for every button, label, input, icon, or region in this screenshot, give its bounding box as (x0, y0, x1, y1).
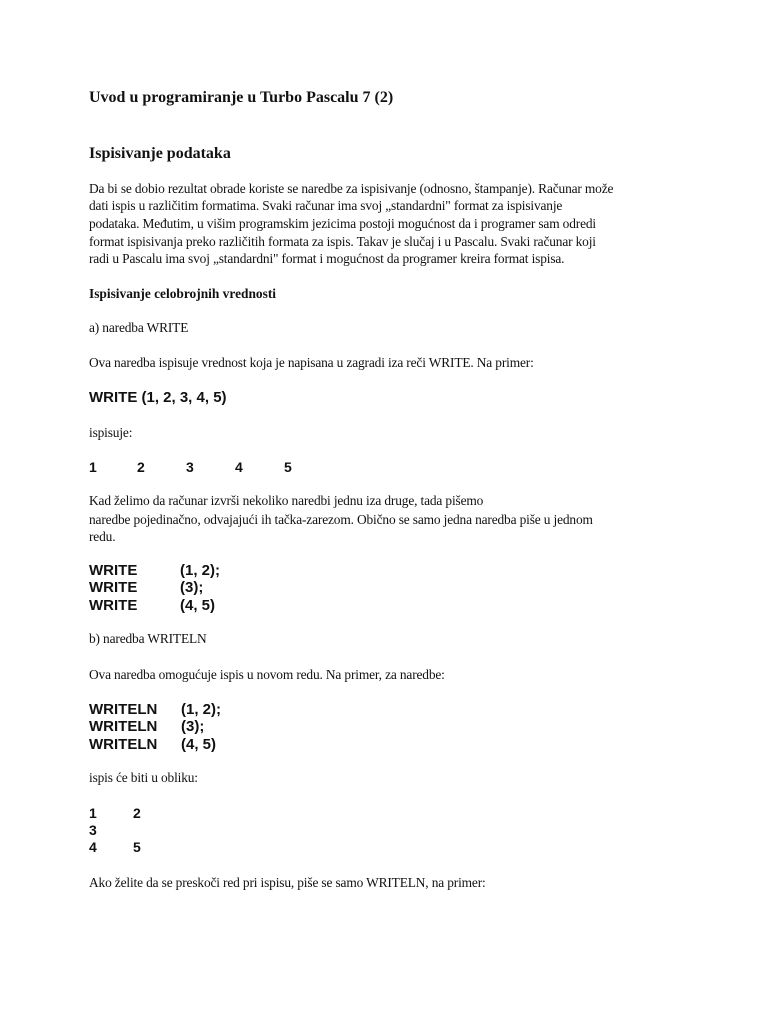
statement-args: (1, 2); (181, 701, 222, 718)
skip-line-text: Ako želite da se preskoči red pri ispisu, piše se samo WRITELN, na primer: (89, 875, 486, 890)
statement-args: (1, 2); (180, 562, 221, 579)
output-value: 5 (284, 459, 292, 475)
paragraph-line: redu. (89, 529, 116, 544)
statement-keyword: WRITE (89, 562, 138, 579)
output-value: 2 (137, 459, 145, 475)
prints-label: ispisuje: (89, 425, 133, 440)
write-description: Ova naredba ispisuje vrednost koja je napisana u zagradi iza reči WRITE. Na primer: (89, 355, 534, 370)
statement-keyword: WRITELN (89, 701, 158, 718)
statement-args: (4, 5) (181, 736, 217, 753)
output-form-label: ispis će biti u obliku: (89, 770, 198, 785)
output-value: 1 (89, 459, 97, 475)
output-value: 3 (89, 822, 97, 838)
statement-args: (3); (181, 718, 205, 735)
statement-keyword: WRITELN (89, 736, 158, 753)
writeln-section-label: b) naredba WRITELN (89, 631, 207, 646)
intro-line: Da bi se dobio rezultat obrade koriste se naredbe za ispisivanje (odnosno, štampanje). Računar može (89, 181, 614, 196)
output-value: 4 (235, 459, 243, 475)
statement-args: (3); (180, 579, 204, 596)
writeln-description: Ova naredba omogućuje ispis u novom redu. Na primer, za naredbe: (89, 667, 445, 682)
write-example-code: WRITE (1, 2, 3, 4, 5) (89, 389, 227, 406)
statement-keyword: WRITE (89, 597, 138, 614)
output-value: 1 (89, 805, 97, 821)
paragraph-line: Kad želimo da računar izvrši nekoliko naredbi jednu iza druge, tada pišemo (89, 493, 484, 508)
statement-keyword: WRITELN (89, 718, 158, 735)
output-value: 5 (133, 839, 141, 855)
output-value: 2 (133, 805, 141, 821)
intro-line: podataka. Međutim, u višim programskim jezicima postoji mogućnost da i programer sam odredi (89, 216, 596, 231)
intro-line: format ispisivanja preko različitih formata za ispis. Takav je slučaj i u Pascalu. Svaki računar koji (89, 234, 596, 249)
output-value: 4 (89, 839, 97, 855)
output-value: 3 (186, 459, 194, 475)
intro-line: radi u Pascalu ima svoj „standardni" format i mogućnost da programer kreira format ispisa. (89, 251, 565, 266)
statement-args: (4, 5) (180, 597, 216, 614)
subheading-integer-output: Ispisivanje celobrojnih vrednosti (89, 286, 276, 301)
statement-keyword: WRITE (89, 579, 138, 596)
section-heading: Ispisivanje podataka (89, 145, 231, 162)
document-title: Uvod u programiranje u Turbo Pascalu 7 (2) (89, 89, 394, 106)
intro-line: dati ispis u različitim formatima. Svaki računar ima svoj „standardni" format za ispisivanje (89, 198, 563, 213)
paragraph-line: naredbe pojedinačno, odvajajući ih tačka-zarezom. Obično se samo jedna naredba piše u jednom (89, 512, 593, 527)
write-section-label: a) naredba WRITE (89, 320, 189, 335)
